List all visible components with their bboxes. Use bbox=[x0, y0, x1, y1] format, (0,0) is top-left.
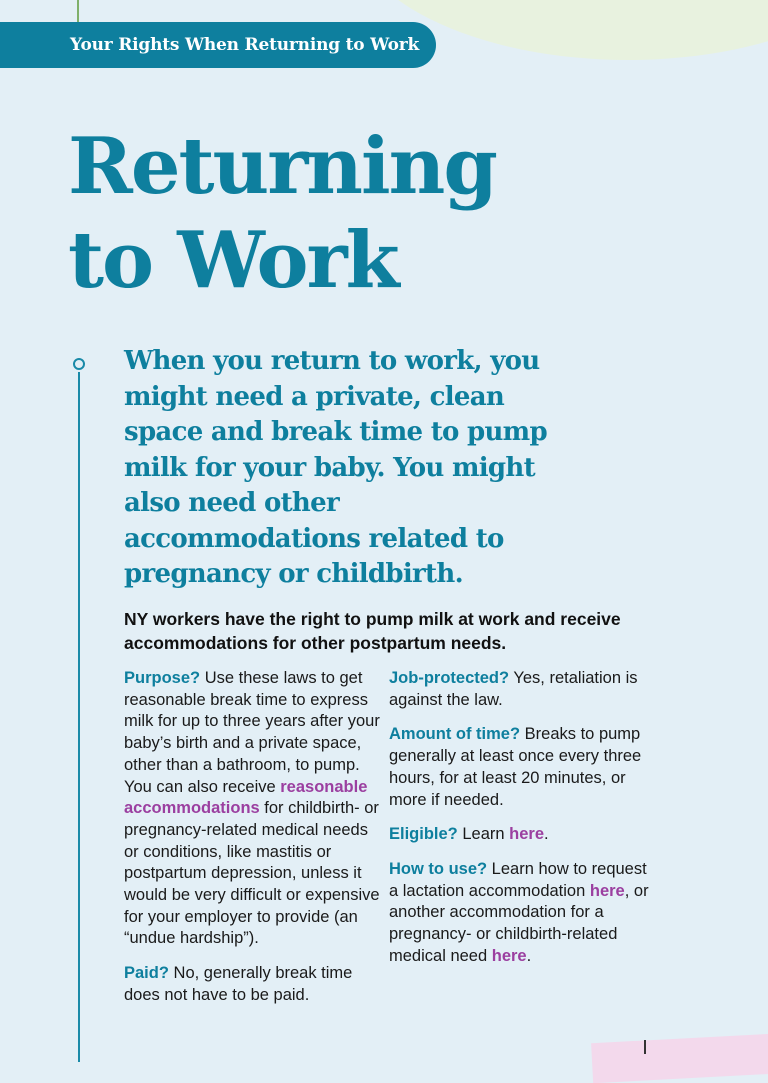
left-column bbox=[124, 668, 386, 1020]
purpose-paragraph bbox=[124, 668, 386, 950]
eligible-text: Learn bbox=[457, 825, 510, 844]
timeline-line bbox=[78, 372, 80, 1062]
paid-text: No, generally break time does not have to be paid. bbox=[124, 964, 353, 1004]
purpose-text: Use these laws to get reasonable break time to express milk for up to three years after your baby’s birth and a private space, other than a bathroom, to pump. You can also receive bbox=[124, 669, 380, 796]
how-to-use-label: How to use? bbox=[389, 859, 488, 878]
timeline-dot bbox=[73, 358, 85, 370]
section-banner: Your Rights When Returning to Work bbox=[0, 22, 436, 68]
eligible-end: . bbox=[544, 825, 549, 844]
how-to-use-paragraph bbox=[389, 859, 651, 968]
paid-paragraph bbox=[124, 963, 386, 1006]
paid-label: Paid? bbox=[124, 964, 169, 983]
how-to-use-end: . bbox=[526, 946, 532, 965]
amount-of-time-text: Breaks to pump generally at least once every three hours, for at least 20 minutes, or more if needed. bbox=[389, 725, 642, 809]
purpose-text-continued: for childbirth- or pregnancy-related medical needs or conditions, like mastitis or postpartum depression, unless it would be very difficult or expensive for your employer to provide (an “undue hardship”). bbox=[124, 799, 380, 948]
decorative-pink-mark bbox=[644, 1040, 646, 1054]
job-protected-text: Yes, retaliation is against the law. bbox=[389, 669, 638, 709]
job-protected-label: Job-protected? bbox=[389, 669, 510, 687]
page-title-line-2: to Work bbox=[68, 215, 398, 306]
reasonable-accommodations-link[interactable]: reasonable accommodations bbox=[124, 777, 368, 818]
lactation-accommodation-here-link[interactable]: here bbox=[589, 881, 625, 900]
right-column bbox=[389, 668, 651, 980]
how-to-use-text: Learn how to request a lactation accommodation bbox=[389, 859, 647, 900]
eligible-here-link[interactable]: here bbox=[509, 825, 544, 844]
amount-of-time-paragraph bbox=[389, 724, 651, 811]
amount-of-time-label: Amount of time? bbox=[389, 725, 521, 744]
decorative-pink-card bbox=[591, 1033, 768, 1083]
eligible-paragraph bbox=[389, 824, 651, 846]
page-title-line-1: Returning bbox=[68, 121, 496, 212]
lead-statement: When you return to work, you might need a private, clean space and break time to pump milk for your baby. You might also need other accommodations related to pregnancy or childbirth. bbox=[124, 346, 547, 589]
eligible-label: Eligible? bbox=[389, 825, 458, 844]
intro-statement: NY workers have the right to pump milk at work and receive accommodations for other postpartum needs. bbox=[124, 609, 621, 653]
medical-need-here-link[interactable]: here bbox=[491, 946, 527, 965]
purpose-label: Purpose? bbox=[124, 669, 201, 687]
decorative-top-line bbox=[77, 0, 79, 22]
page-title bbox=[68, 120, 496, 308]
how-to-use-text-continued: , or another accommodation for a pregnancy- or childbirth-related medical need bbox=[389, 881, 649, 965]
job-protected-paragraph bbox=[389, 668, 651, 711]
